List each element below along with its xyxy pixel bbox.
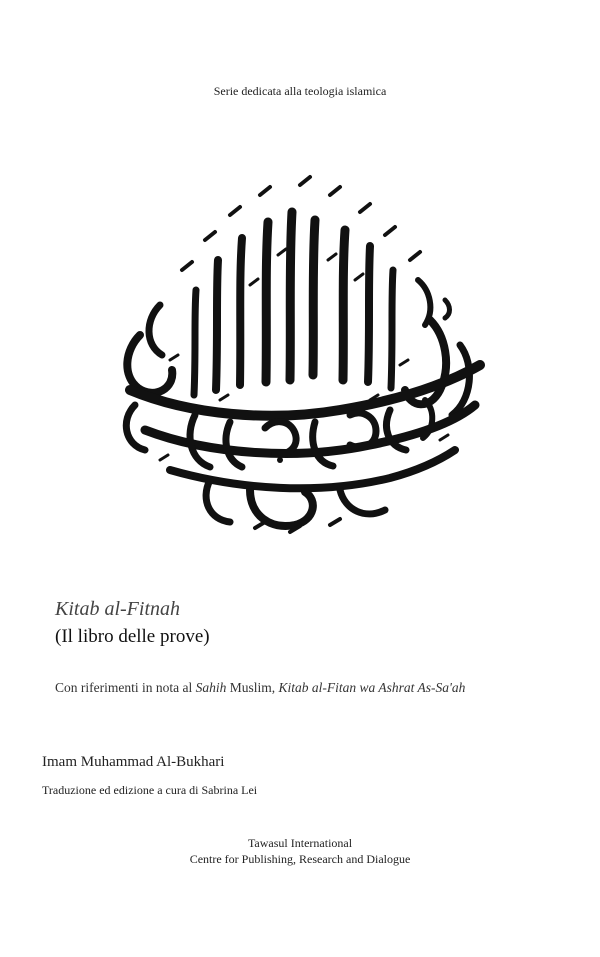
references-prefix: Con riferimenti in nota al <box>55 680 196 695</box>
references-kitab-title: Kitab al-Fitan wa Ashrat As-Sa'ah <box>278 680 466 695</box>
references-note <box>55 679 535 696</box>
author-name: Imam Muhammad Al-Bukhari <box>42 754 225 770</box>
references-muslim: Muslim, <box>226 680 279 695</box>
series-label: Serie dedicata alla teologia islamica <box>213 84 387 98</box>
book-title: Kitab al-Fitnah <box>55 598 180 620</box>
publisher-description: Centre for Publishing, Research and Dialogue <box>189 852 411 866</box>
translator-credit: Traduzione ed edizione a cura di Sabrina Lei <box>42 783 258 797</box>
shahada-calligraphy-emblem <box>100 160 500 550</box>
publisher-name: Tawasul International <box>247 836 353 850</box>
book-subtitle: (Il libro delle prove) <box>55 626 210 647</box>
references-sahih: Sahih <box>195 680 227 695</box>
publisher-block <box>0 835 600 867</box>
